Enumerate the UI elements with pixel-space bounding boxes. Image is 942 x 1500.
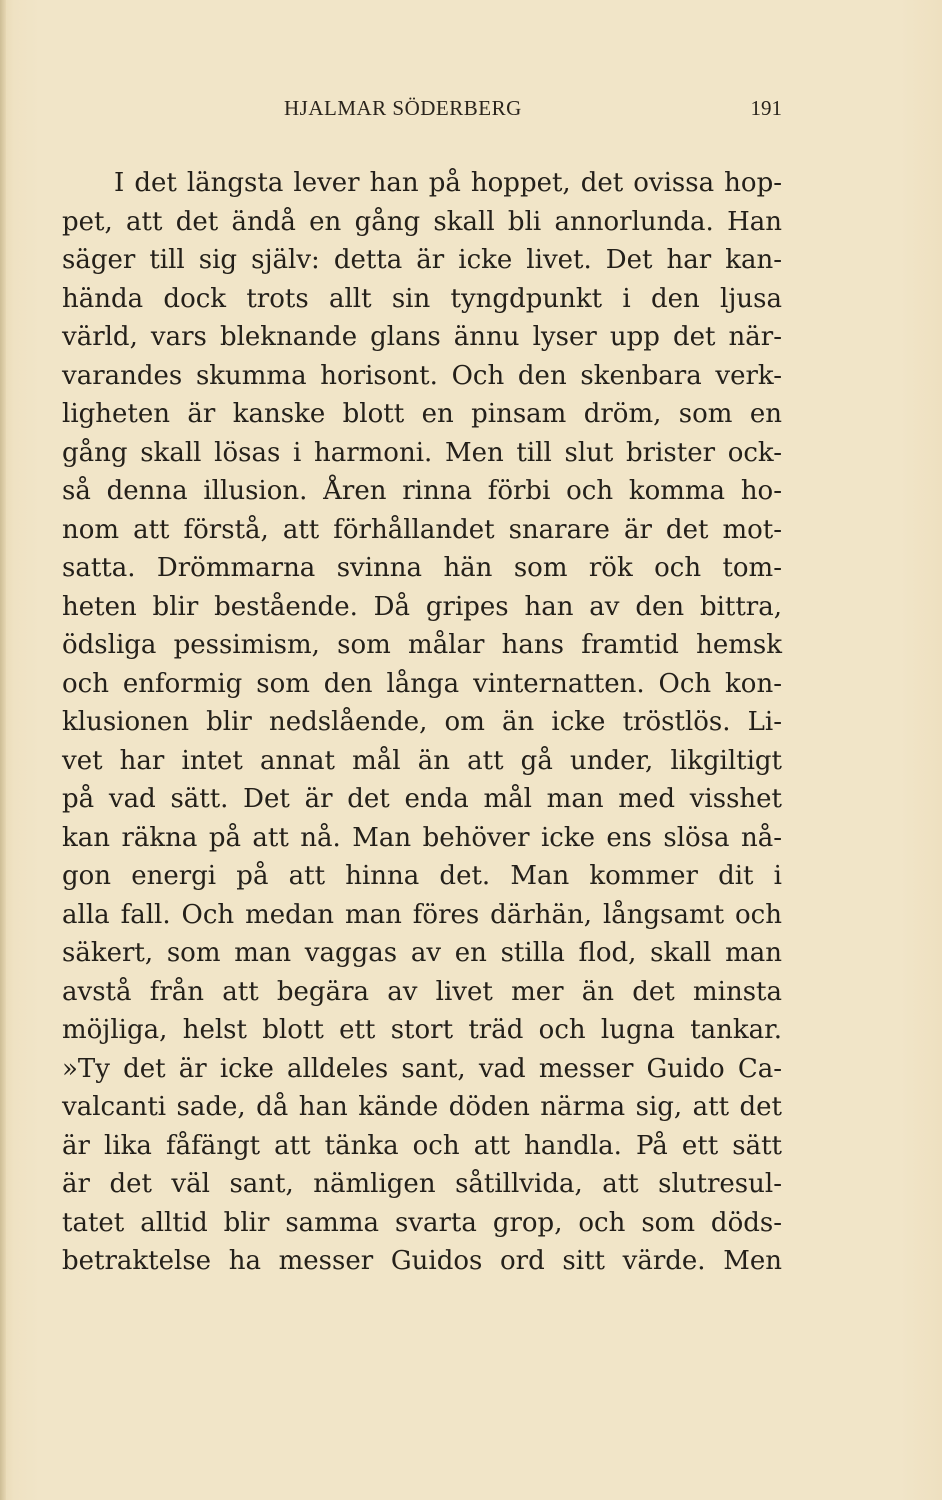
- text-line: är det väl sant, nämligen såtillvida, att slutresul-: [62, 1169, 782, 1199]
- text-line: tatet alltid blir samma svarta grop, och som döds-: [62, 1207, 782, 1238]
- text-line: pet, att det ändå en gång skall bli annorlunda. Han: [62, 206, 782, 237]
- text-line: klusionen blir nedslående, om än icke tröstlös. Li-: [62, 707, 782, 737]
- text-line: säger till sig själv: detta är icke livet. Det har kan-: [62, 245, 782, 275]
- text-line: avstå från att begära av livet mer än det minsta: [62, 976, 782, 1007]
- text-line: nom att förstå, att förhållandet snarare är det mot-: [62, 514, 782, 545]
- page-gutter: [0, 0, 6, 1500]
- text-line: vet har intet annat mål än att gå under, likgiltigt: [62, 745, 782, 776]
- text-line: möjliga, helst blott ett stort träd och lugna tankar.: [62, 1015, 782, 1045]
- running-head: [62, 96, 782, 126]
- text-line: heten blir bestående. Då gripes han av den bittra,: [62, 591, 782, 622]
- text-line: hända dock trots allt sin tyngdpunkt i den ljusa: [62, 283, 782, 314]
- text-line: är lika fåfängt att tänka och att handla. På ett sätt: [62, 1130, 782, 1161]
- body-text: [62, 164, 782, 1281]
- text-line: I det längsta lever han på hoppet, det ovissa hop-: [114, 168, 782, 198]
- text-line: alla fall. Och medan man föres därhän, långsamt och: [62, 899, 782, 930]
- text-line: valcanti sade, då han kände döden närma sig, att det: [62, 1092, 782, 1122]
- text-line: gon energi på att hinna det. Man kommer dit i: [62, 861, 782, 891]
- text-line: värld, vars bleknande glans ännu lyser upp det när-: [62, 322, 782, 352]
- text-line: säkert, som man vaggas av en stilla flod, skall man: [62, 938, 782, 968]
- text-line: på vad sätt. Det är det enda mål man med visshet: [62, 784, 782, 814]
- text-line: och enformig som den långa vinternatten. Och kon-: [62, 668, 782, 699]
- text-line: »Ty det är icke alldeles sant, vad messer Guido Ca-: [62, 1053, 782, 1084]
- text-line: gång skall lösas i harmoni. Men till slut brister ock-: [62, 437, 782, 468]
- text-line: så denna illusion. Åren rinna förbi och komma ho-: [62, 476, 782, 506]
- text-line: satta. Drömmarna svinna hän som rök och tom-: [62, 553, 782, 583]
- page-number: 191: [750, 96, 782, 120]
- author-header: HJALMAR SÖDERBERG: [284, 96, 522, 120]
- text-line: kan räkna på att nå. Man behöver icke ens slösa nå-: [62, 822, 782, 853]
- text-line: ödsliga pessimism, som målar hans framtid hemsk: [62, 630, 782, 660]
- text-line: varandes skumma horisont. Och den skenbara verk-: [62, 360, 782, 391]
- text-line: ligheten är kanske blott en pinsam dröm, som en: [62, 399, 782, 429]
- text-line: betraktelse ha messer Guidos ord sitt värde. Men: [62, 1246, 782, 1276]
